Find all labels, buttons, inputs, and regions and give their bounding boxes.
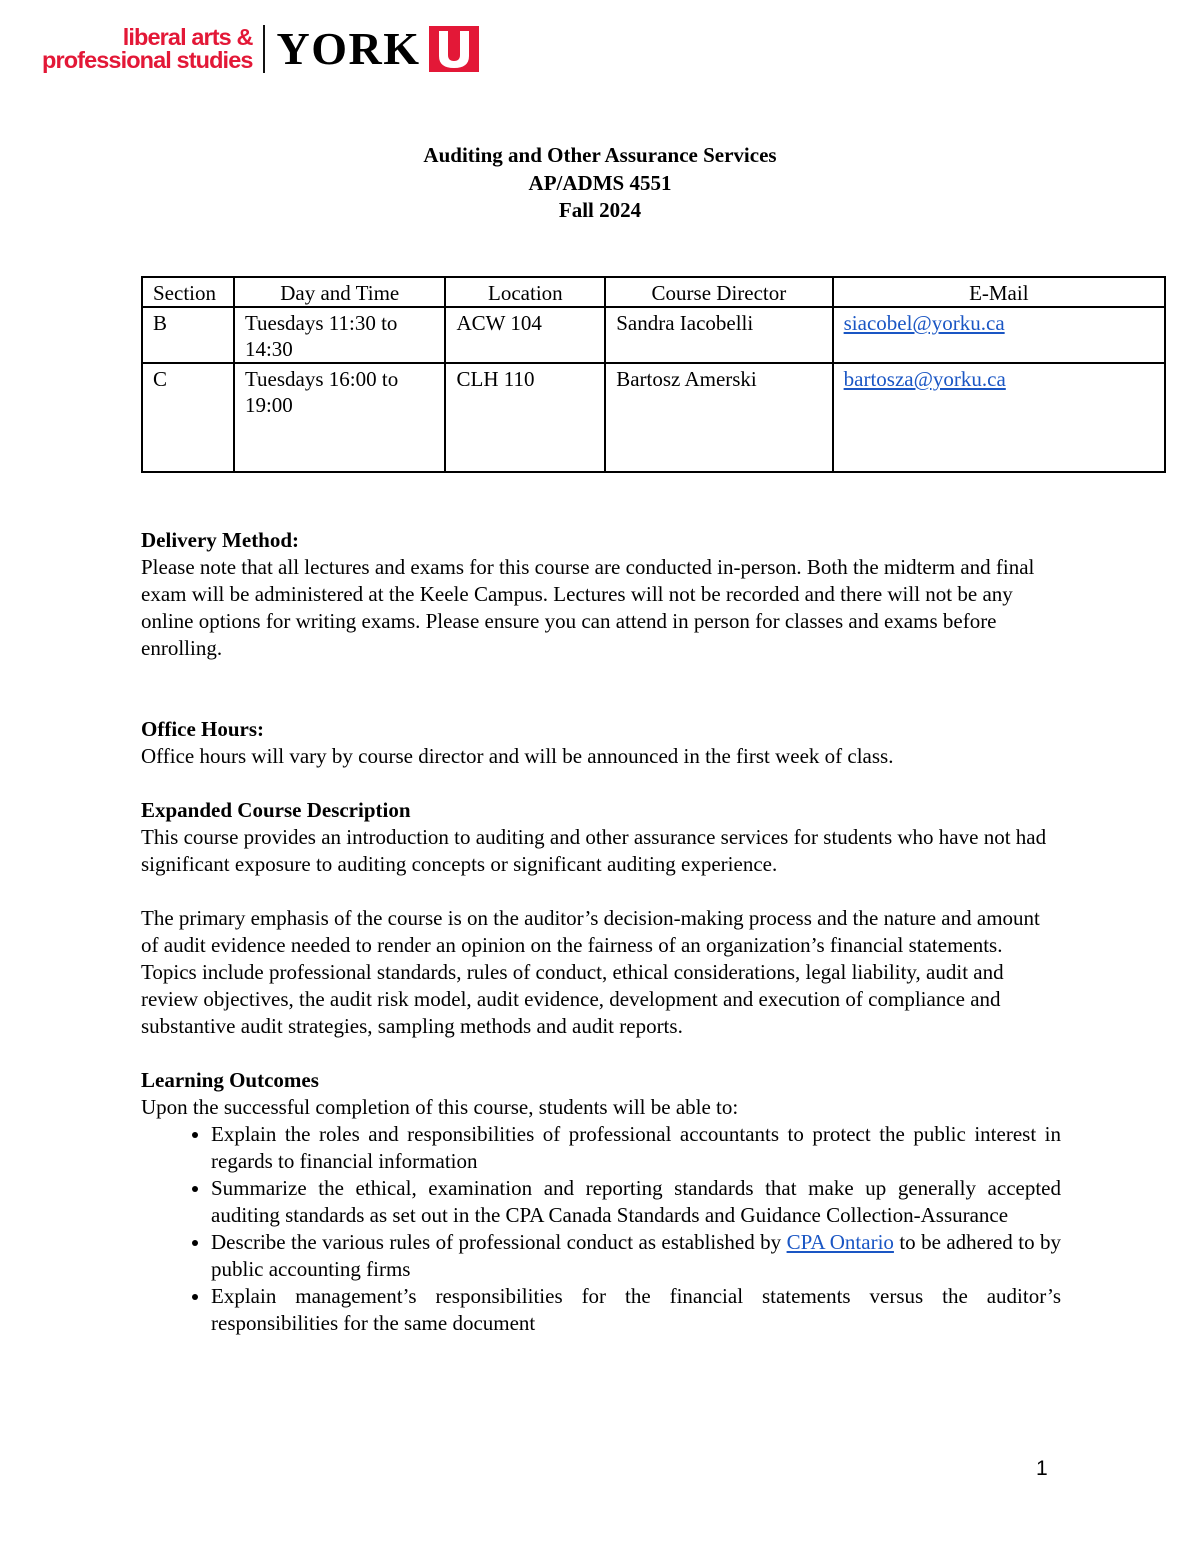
table-row	[142, 307, 1165, 363]
cell-email	[833, 363, 1165, 472]
cell-location: CLH 110	[445, 363, 605, 472]
list-item: • Summarize the ethical, examination and reporting standards that make up generally accepted auditing standards as set out in the CPA Canada Standards and Guidance Collection-Assurance	[211, 1175, 1061, 1229]
syllabus-body	[141, 527, 1061, 1337]
schedule-table	[141, 276, 1166, 473]
description-heading: Expanded Course Description	[141, 798, 411, 822]
cell-section: C	[142, 363, 234, 472]
delivery-heading: Delivery Method:	[141, 528, 300, 552]
cell-email	[833, 307, 1165, 363]
table-header-row	[142, 277, 1165, 307]
col-header-section: Section	[142, 277, 234, 307]
cell-day-time: Tuesdays 16:00 to 19:00	[234, 363, 446, 472]
logo-faculty-text: liberal arts & professional studies	[42, 24, 253, 73]
logo	[42, 22, 479, 76]
cell-director: Sandra Iacobelli	[605, 307, 832, 363]
col-header-director: Course Director	[605, 277, 832, 307]
york-u-icon	[429, 26, 479, 72]
course-header	[0, 142, 1200, 225]
cpa-ontario-link[interactable]: CPA Ontario	[786, 1230, 894, 1254]
email-link[interactable]: bartosza@yorku.ca	[843, 367, 1006, 391]
list-item: • Explain the roles and responsibilities of professional accountants to protect the public interest in regards to financial information	[211, 1121, 1061, 1175]
logo-divider	[263, 25, 265, 73]
outcomes-intro: Upon the successful completion of this course, students will be able to:	[141, 1095, 739, 1119]
office-heading: Office Hours:	[141, 717, 265, 741]
description-paragraph: This course provides an introduction to auditing and other assurance services for students who have not had significant exposure to auditing concepts or significant auditing experience.	[141, 825, 1047, 876]
list-item: • Explain management’s responsibilities for the financial statements versus the auditor’s responsibilities for the same document	[211, 1283, 1061, 1337]
list-item: • Describe the various rules of professional conduct as established by CPA Ontario to be adhered to by public accounting firms	[211, 1229, 1061, 1283]
cell-location: ACW 104	[445, 307, 605, 363]
outcomes-list	[141, 1121, 1061, 1337]
col-header-email: E-Mail	[833, 277, 1165, 307]
delivery-text: Please note that all lectures and exams for this course are conducted in-person. Both the midterm and final exam will be administered at the Keele Campus. Lectures will not be recorded and there will not be any online options for writing exams. Please ensure you can attend in person for classes and exams before enrolling.	[141, 555, 1035, 660]
outcomes-heading: Learning Outcomes	[141, 1068, 319, 1092]
course-term: Fall 2024	[558, 198, 642, 222]
page-number: 1	[1036, 1457, 1048, 1480]
table-row	[142, 363, 1165, 472]
logo-york: YORK	[276, 23, 421, 74]
description-paragraph: The primary emphasis of the course is on the auditor’s decision-making process and the nature and amount of audit evidence needed to render an opinion on the fairness of an organization’s financial statements. Topics include professional standards, rules of conduct, ethical considerations, legal liability, audit and review objectives, the audit risk model, audit evidence, development and execution of compliance and substantive audit strategies, sampling methods and audit reports.	[141, 906, 1040, 1038]
col-header-day-time: Day and Time	[234, 277, 446, 307]
email-link[interactable]: siacobel@yorku.ca	[843, 311, 1005, 335]
cell-day-time: Tuesdays 11:30 to 14:30	[234, 307, 446, 363]
course-title: Auditing and Other Assurance Services	[423, 143, 777, 167]
col-header-location: Location	[445, 277, 605, 307]
course-code: AP/ADMS 4551	[528, 170, 672, 195]
cell-director: Bartosz Amerski	[605, 363, 832, 472]
office-text: Office hours will vary by course director and will be announced in the first week of class.	[141, 744, 894, 768]
cell-section: B	[142, 307, 234, 363]
